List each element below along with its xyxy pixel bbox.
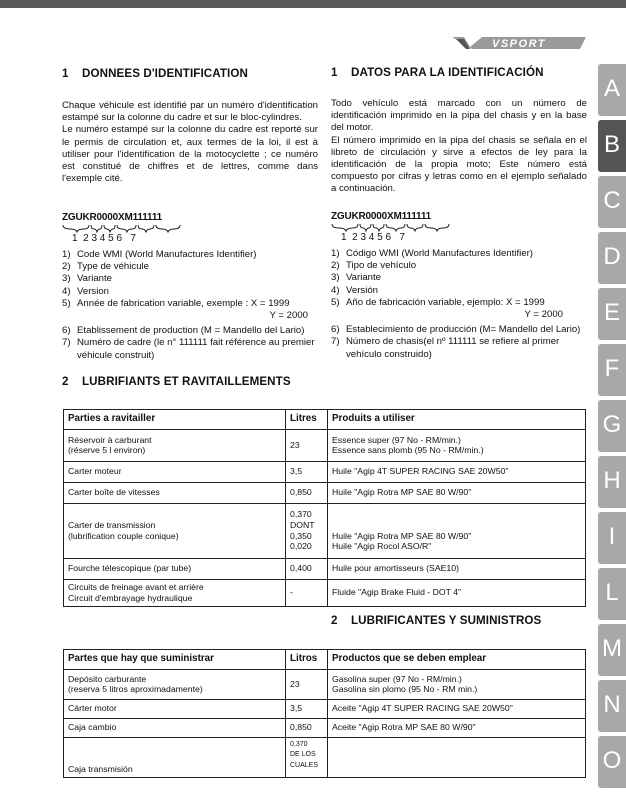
fr-para2: Le numéro estampé sur la colonne du cadre est reporté sur le permis de circulation et, aux termes de la loi, il est à utiliser pour l'identification de la motocyclette ; ce numéro est constitué de chiffres et de lettres, comme dans l'exemple cité. — [62, 124, 318, 185]
list-item-continuation: Y = 2000 — [524, 309, 563, 321]
tab-e[interactable]: E — [598, 288, 626, 340]
tab-i[interactable]: I — [598, 512, 626, 564]
table-cell: Essence super (97 No - RM/min.) Essence sans plomb (95 No - RM/min.) — [328, 429, 586, 461]
list-item: 4) Version — [62, 285, 109, 297]
fr-vin-digits: 1 2 3 4 5 6 7 — [72, 233, 136, 245]
es-vin-braces — [331, 223, 451, 232]
fr-vin-block — [62, 212, 318, 245]
list-item: 4) Versión — [331, 284, 378, 296]
table-cell: - — [286, 579, 328, 606]
list-item: 1) Código WMI (World Manufactures Identifier) — [331, 248, 533, 259]
table-header-row — [64, 650, 586, 670]
table-cell: Caja transmisión — [64, 737, 286, 777]
list-item: 7) Número de chasis(el nº 111111 se refiere al primer vehículo construido) — [331, 336, 560, 360]
tab-g[interactable]: G — [598, 400, 626, 452]
fr-vin-legend — [62, 249, 318, 362]
table-cell: Fourche télescopique (par tube) — [64, 558, 286, 579]
table-header-row — [64, 410, 586, 430]
table-cell: Carter boîte de vitesses — [64, 482, 286, 503]
list-item: 1) Code WMI (World Manufactures Identifier) — [62, 249, 257, 260]
list-item: 7) Numéro de cadre (le n° 111111 fait référence au premier véhicule construit) — [62, 337, 315, 361]
table-row — [64, 718, 586, 737]
es-lubricants-table — [63, 649, 586, 778]
tab-l[interactable]: L — [598, 568, 626, 620]
list-item: 2) Tipo de vehículo — [331, 260, 417, 272]
list-item: 3) Variante — [331, 272, 382, 284]
es-vin-legend — [331, 248, 587, 361]
table-cell: Depósito carburante (reserva 5 litros aproximadamente) — [64, 669, 286, 699]
tab-f[interactable]: F — [598, 344, 626, 396]
logo-text: VSPORT — [492, 38, 547, 50]
table-cell: 0,850 — [286, 482, 328, 503]
tab-m[interactable]: M — [598, 624, 626, 676]
es-vin-block — [331, 211, 587, 244]
table-header: Parties a ravitailler — [64, 410, 286, 430]
table-cell: 0,400 — [286, 558, 328, 579]
table-cell: Huile "Agip 4T SUPER RACING SAE 20W50" — [328, 461, 586, 482]
table-row — [64, 669, 586, 699]
fr-section2-heading: 2 LUBRIFIANTS ET RAVITAILLEMENTS — [62, 375, 291, 388]
table-cell: Réservoir à carburant (réserve 5 l environ) — [64, 429, 286, 461]
es-para2: El número imprimido en la pipa del chasis se señala en el libreto de circulación y sirve a efectos de ley para la identificación de la propia moto; Este número está compuesto por cifras y letras como en el ejemplo señalado a continuación. — [331, 134, 587, 195]
table-header: Litres — [286, 410, 328, 430]
list-item: 5) Année de fabrication variable, exemple : X = 1999 — [62, 297, 290, 309]
table-cell: Carter moteur — [64, 461, 286, 482]
list-item: 3) Variante — [62, 273, 113, 285]
table-cell: Fluide "Agip Brake Fluid - DOT 4" — [328, 579, 586, 606]
table-header: Produits a utiliser — [328, 410, 586, 430]
table-header: Litros — [286, 650, 328, 670]
table-cell: Huile pour amortisseurs (SAE10) — [328, 558, 586, 579]
table-cell: Cárter motor — [64, 699, 286, 718]
table-cell: Gasolina super (97 No - RM/min.) Gasolina sin plomo (95 No - RM min.) — [328, 669, 586, 699]
table-row — [64, 579, 586, 606]
top-bar — [0, 0, 626, 8]
table-cell: 0,370 DE LOS CUALES — [286, 737, 328, 777]
table-cell: 0,850 — [286, 718, 328, 737]
list-item-continuation: Y = 2000 — [269, 310, 308, 322]
table-row — [64, 482, 586, 503]
es-identification-text — [331, 98, 587, 196]
fr-identification-text — [62, 100, 318, 185]
table-row — [64, 461, 586, 482]
table-header: Productos que se deben emplear — [328, 650, 586, 670]
list-item: 6) Etablissement de production (M = Mandello del Lario) — [62, 325, 305, 337]
list-item: 5) Año de fabricación variable, ejemplo: X = 1999 — [331, 296, 545, 308]
fr-vin-braces — [62, 224, 182, 233]
table-cell: Carter de transmission (lubrification couple conique) — [64, 503, 286, 558]
tab-b[interactable]: B — [598, 120, 626, 172]
es-vin: ZGUKR0000XM111111 — [331, 211, 432, 222]
table-cell: 23 — [286, 429, 328, 461]
tab-d[interactable]: D — [598, 232, 626, 284]
list-item: 2) Type de véhicule — [62, 261, 149, 273]
tab-a[interactable]: A — [598, 64, 626, 116]
tab-o[interactable]: O — [598, 736, 626, 788]
fr-vin: ZGUKR0000XM111111 — [62, 212, 163, 223]
table-row — [64, 503, 586, 558]
table-row — [64, 558, 586, 579]
tab-n[interactable]: N — [598, 680, 626, 732]
table-cell: Huile "Agip Rotra MP SAE 80 W/90" — [328, 482, 586, 503]
table-cell — [328, 737, 586, 777]
brand-logo — [452, 33, 587, 53]
table-cell: 3,5 — [286, 461, 328, 482]
es-vin-digits: 1 2 3 4 5 6 7 — [341, 232, 405, 244]
tab-c[interactable]: C — [598, 176, 626, 228]
es-section2-heading: 2 LUBRIFICANTES Y SUMINISTROS — [331, 614, 542, 627]
es-para1: Todo vehículo está marcado con un número de identificación imprimido en la pipa del chasis y en la base del motor. — [331, 98, 587, 134]
table-cell: Aceite "Agip Rotra MP SAE 80 W/90" — [328, 718, 586, 737]
fr-para1: Chaque véhicule est identifié par un numéro d'identification estampé sur la colonne du cadre et sur le bloc-cylindres. — [62, 100, 318, 124]
table-cell: 3,5 — [286, 699, 328, 718]
table-cell: 23 — [286, 669, 328, 699]
table-cell: 0,370 DONT 0,350 0,020 — [286, 503, 328, 558]
table-row — [64, 429, 586, 461]
section-tabs — [598, 64, 626, 792]
table-header: Partes que hay que suministrar — [64, 650, 286, 670]
tab-h[interactable]: H — [598, 456, 626, 508]
list-item: 6) Establecimiento de producción (M= Mandello del Lario) — [331, 324, 581, 336]
fr-lubricants-table — [63, 409, 586, 607]
table-cell: Circuits de freinage avant et arrière Circuit d'embrayage hydraulique — [64, 579, 286, 606]
es-section1-heading: 1 DATOS PARA LA IDENTIFICACIÓN — [331, 66, 544, 79]
table-cell: Aceite "Agip 4T SUPER RACING SAE 20W50" — [328, 699, 586, 718]
table-row — [64, 737, 586, 777]
table-row — [64, 699, 586, 718]
table-cell: Huile "Agip Rotra MP SAE 80 W/90" Huile "Agip Rocol ASO/R" — [328, 503, 586, 558]
fr-section1-heading: 1 DONNEES D'IDENTIFICATION — [62, 67, 248, 80]
table-cell: Caja cambio — [64, 718, 286, 737]
